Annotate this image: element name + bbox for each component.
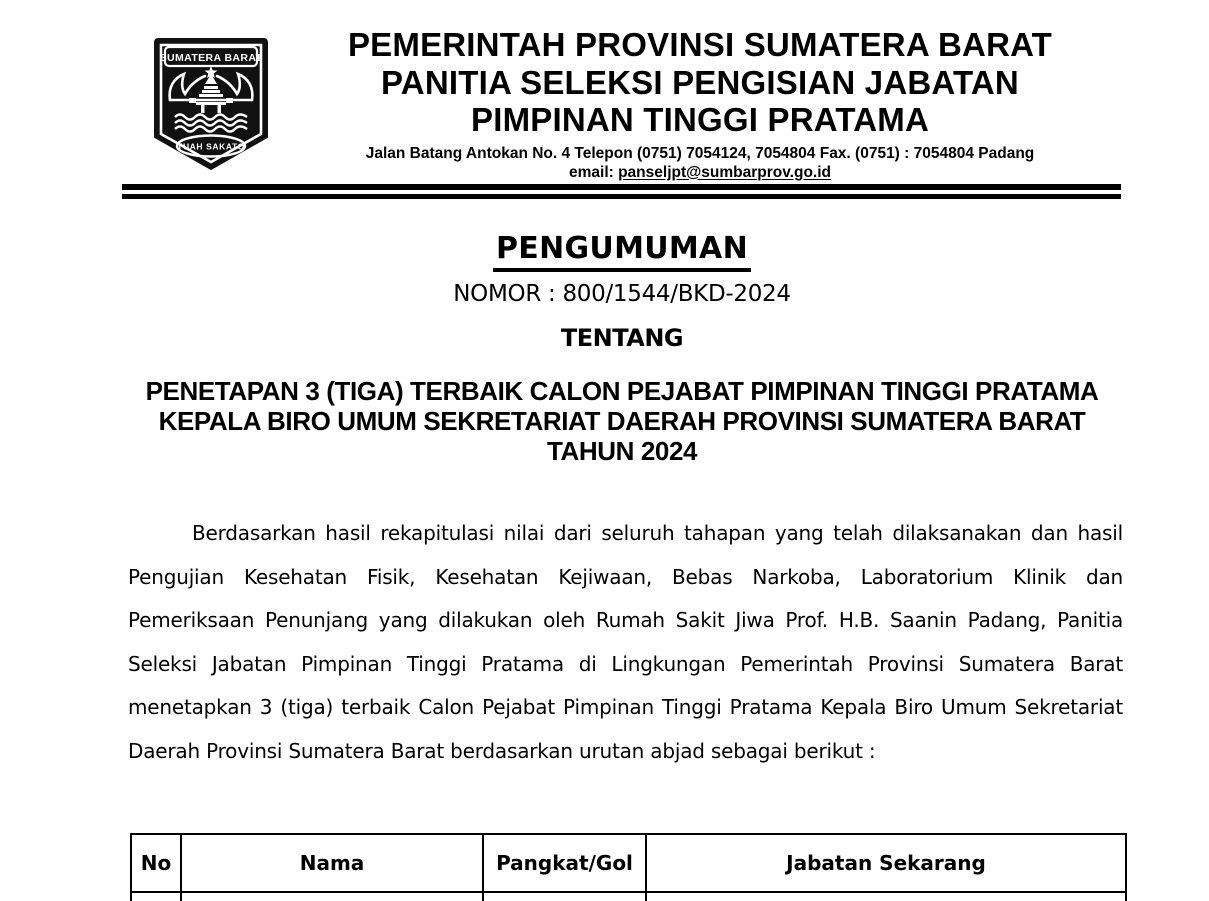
col-header-pangkat-gol: Pangkat/Gol	[483, 834, 646, 892]
table-cell	[131, 892, 181, 901]
letterhead-line-1: PEMERINTAH PROVINSI SUMATERA BARAT	[347, 26, 1053, 63]
announcement-title: PENGUMUMAN	[493, 232, 751, 272]
email-label: email:	[568, 163, 619, 181]
col-header-jabatan-sekarang: Jabatan Sekarang	[646, 834, 1126, 892]
email-address: panseljpt@sumbarprov.go.id	[618, 163, 831, 181]
letterhead-line-2: PANITIA SELEKSI PENGISIAN JABATAN	[381, 63, 1019, 101]
motto-label: TUAH SAKATO	[177, 141, 245, 152]
subject-line-2: KEPALA BIRO UMUM SEKRETARIAT DAERAH PROVINSI SUMATERA BARAT	[158, 406, 1086, 436]
body-paragraph: Berdasarkan hasil rekapitulasi nilai dari seluruh tahapan yang telah dilaksanakan dan hasil Pengujian Kesehatan Fisik, Kesehatan Kejiwaan, Bebas Narkoba, Laboratorium Klinik dan Pemeriksaan Penunjang yang dilakukan oleh Rumah Sakit Jiwa Prof. H.B. Saanin Padang, Panitia Seleksi Jabatan Pimpinan Tinggi Pratama di Lingkungan Pemerintah Provinsi Sumatera Barat menetapkan 3 (tiga) terbaik Calon Pejabat Pimpinan Tinggi Pratama Kepala Biro Umum Sekretariat Daerah Provinsi Sumatera Barat berdasarkan urutan abjad sebagai berikut :	[128, 521, 1123, 763]
subject-line-3: TAHUN 2024	[546, 436, 698, 466]
announcement-number: NOMOR : 800/1544/BKD-2024	[453, 281, 791, 307]
table-cell	[646, 892, 1126, 901]
table-row	[131, 892, 1126, 901]
letterhead-divider	[122, 184, 1121, 199]
announcement-about-label: TENTANG	[560, 324, 684, 352]
subject-line-1: PENETAPAN 3 (TIGA) TERBAIK CALON PEJABAT PIMPINAN TINGGI PRATAMA	[145, 376, 1099, 406]
announcement-subject	[123, 376, 1121, 466]
table-cell	[181, 892, 483, 901]
candidates-table	[130, 833, 1127, 901]
col-header-no: No	[131, 834, 181, 892]
letterhead-email-line	[270, 163, 1130, 182]
col-header-nama: Nama	[181, 834, 483, 892]
letterhead	[270, 26, 1130, 182]
letterhead-address: Jalan Batang Antokan No. 4 Telepon (0751) 7054124, 7054804 Fax. (0751) : 7054804 Padang	[365, 144, 1035, 162]
announcement-title-block	[123, 232, 1121, 307]
region-name-label: SUMATERA BARAT	[159, 52, 263, 64]
sumbar-coat-of-arms-icon	[140, 24, 282, 176]
table-header-row	[131, 834, 1126, 892]
table-cell	[483, 892, 646, 901]
letterhead-line-3: PIMPINAN TINGGI PRATAMA	[470, 101, 930, 138]
